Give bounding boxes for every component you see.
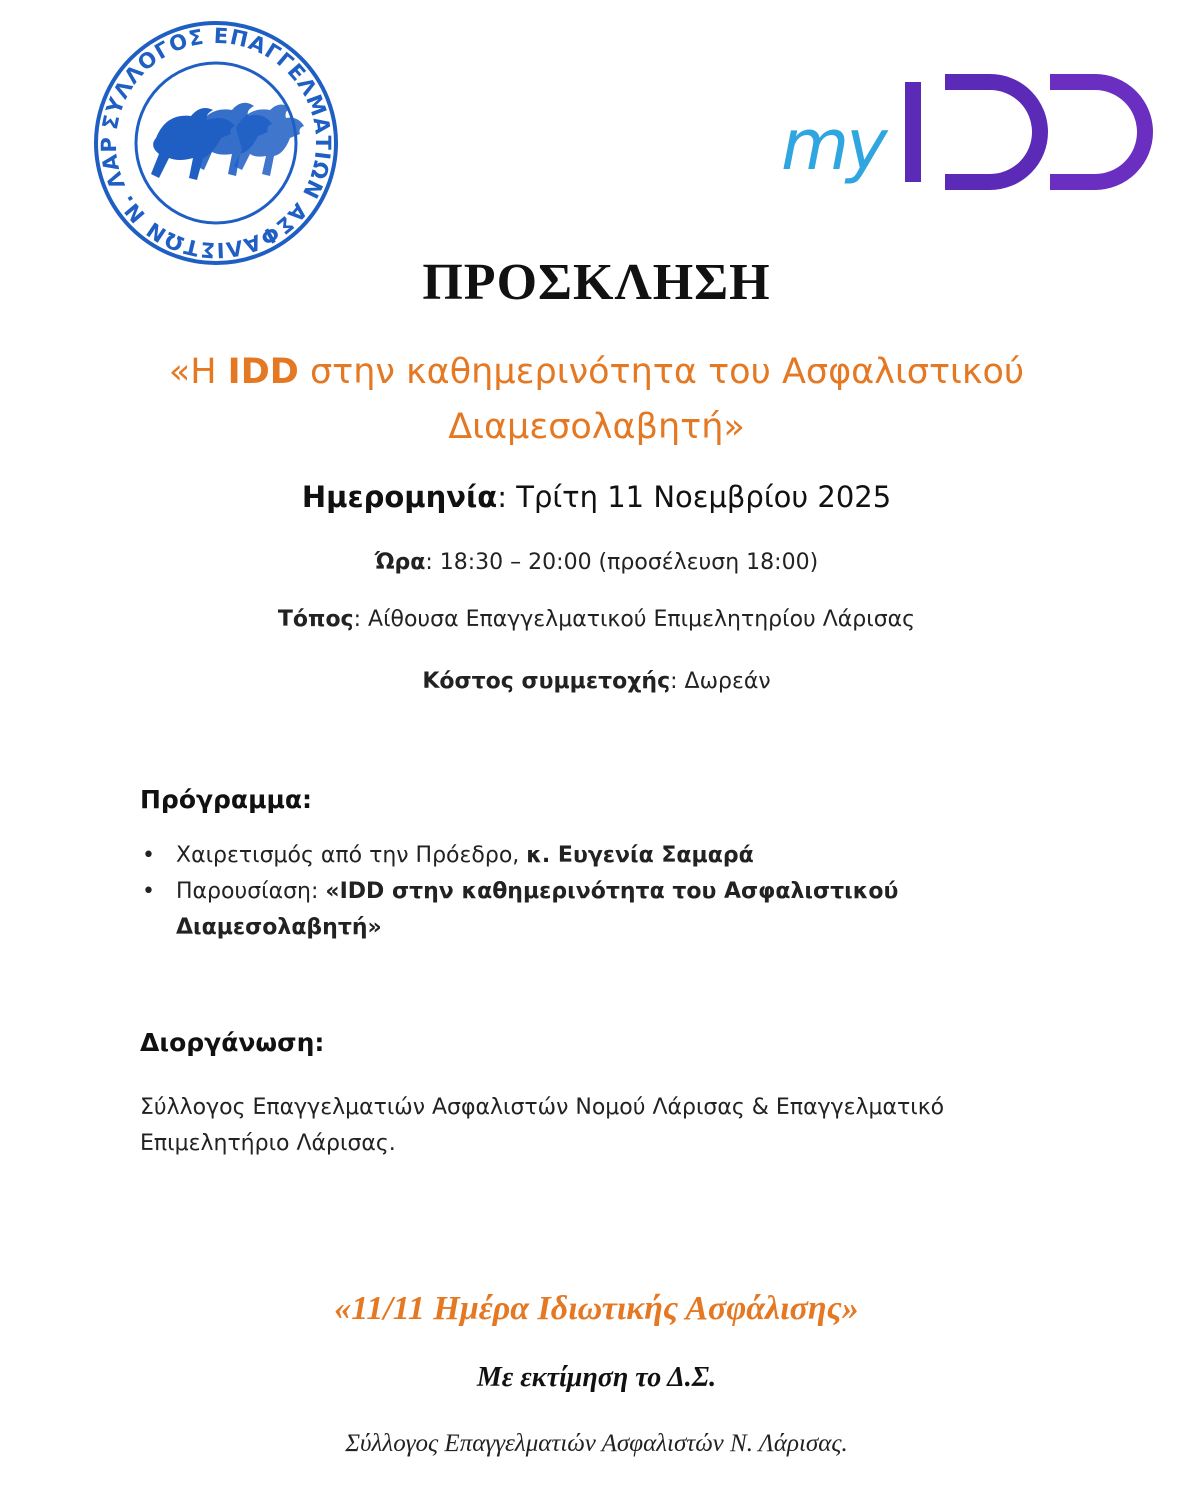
date-value: : Τρίτη 11 Νοεμβρίου 2025 xyxy=(497,480,892,514)
time-value: : 18:30 – 20:00 (προσέλευση 18:00) xyxy=(425,550,819,575)
invitation-title: ΠΡΟΣΚΛΗΣΗ xyxy=(422,254,771,311)
program-item-1-text: Χαιρετισμός από την Πρόεδρο, xyxy=(176,843,527,868)
date-line xyxy=(0,480,1193,514)
date-label: Ημερομηνία xyxy=(301,480,498,514)
program-item-2-text: Παρουσίαση: xyxy=(176,879,326,904)
list-item xyxy=(140,838,1040,874)
organization-text: Σύλλογος Επαγγελματιών Ασφαλιστών Νομού Λάρισας & Επαγγελματικό Επιμελητήριο Λάρισας. xyxy=(140,1095,945,1156)
cost-line xyxy=(0,669,1193,694)
subtitle-open: «Η xyxy=(168,352,228,392)
time-label: Ώρα xyxy=(374,550,426,575)
program-heading: Πρόγραμμα: xyxy=(140,785,313,814)
subtitle-bold: IDD xyxy=(227,352,299,392)
horses-icon xyxy=(151,103,304,180)
association-seal-logo xyxy=(86,18,346,268)
list-item xyxy=(140,874,1040,946)
program-item-2-bold: «IDD στην καθημερινότητα του Ασφαλιστικού Διαμεσολαβητή» xyxy=(176,879,899,940)
program-list xyxy=(140,838,1040,946)
regards-line: Με εκτίμηση το Δ.Σ. xyxy=(476,1362,717,1393)
idd-letters-icon xyxy=(890,70,1160,200)
myidd-logo xyxy=(775,70,1165,200)
subtitle-line2: Διαμεσολαβητή» xyxy=(448,407,745,447)
time-line xyxy=(0,550,1193,575)
program-item-1-bold: κ. Ευγενία Σαμαρά xyxy=(526,843,754,868)
svg-text:ΣΥΛΛΟΓΟΣ ΕΠΑΓΓΕΛΜΑΤΙΩΝ ΑΣΦΑΛΙΣ: ΣΥΛΛΟΓΟΣ ΕΠΑΓΓΕΛΜΑΤΙΩΝ ΑΣΦΑΛΙΣΤΩΝ Ν. ΛΑΡ xyxy=(96,23,336,263)
organization-heading: Διοργάνωση: xyxy=(140,1028,325,1057)
myidd-my-text: my xyxy=(781,104,885,186)
cost-value: : Δωρεάν xyxy=(670,669,771,694)
place-line xyxy=(0,607,1193,632)
event-subtitle xyxy=(0,345,1193,455)
subtitle-rest: στην καθημερινότητα του Ασφαλιστικού xyxy=(298,352,1025,392)
signature-line: Σύλλογος Επαγγελματιών Ασφαλιστών Ν. Λάρισας. xyxy=(345,1430,848,1457)
cost-label: Κόστος συμμετοχής xyxy=(422,669,671,694)
insurance-day-line: «11/11 Ημέρα Ιδιωτικής Ασφάλισης» xyxy=(334,1290,859,1327)
place-label: Τόπος xyxy=(277,607,354,632)
place-value: : Αίθουσα Επαγγελματικού Επιμελητηρίου Λάρισας xyxy=(353,607,916,632)
